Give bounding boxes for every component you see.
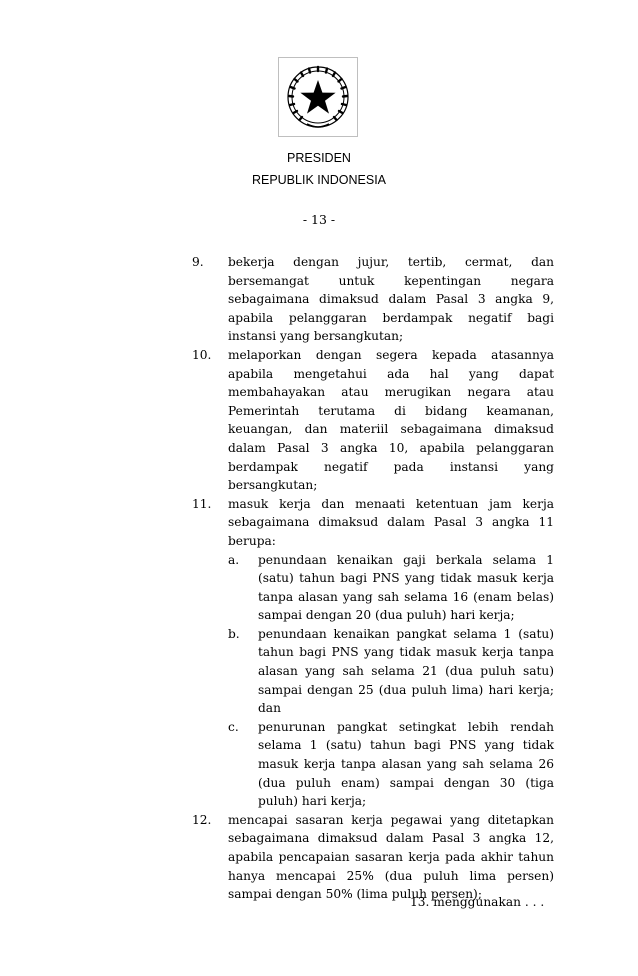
sub-item-letter: b. — [228, 626, 240, 641]
item-text: masuk kerja dan menaati ketentuan jam kerja sebagaimana dimaksud dalam Pasal 3 angka 11 berupa: — [228, 496, 554, 548]
sub-list — [228, 551, 554, 811]
page-number: - 13 - — [302, 212, 336, 227]
item-number: 10. — [192, 347, 212, 362]
item-text: melaporkan dengan segera kepada atasannya apabila mengetahui ada hal yang dapat membahayakan atau merugikan negara atau Pemerintah terutama di bidang keamanan, keuangan, dan materiil sebagaimana dimaksud dalam Pasal 3 angka 10, apabila pelanggaran berdampak negatif pada instansi yang bersangkutan; — [228, 347, 554, 493]
sub-item-text: penundaan kenaikan pangkat selama 1 (satu) tahun bagi PNS yang tidak masuk kerja tanpa alasan yang sah selama 21 (dua puluh satu) sampai dengan 25 (dua puluh lima) hari kerja; dan — [258, 626, 554, 716]
garuda-emblem-icon — [278, 57, 358, 137]
item-number: 11. — [192, 496, 212, 511]
catchword: 13. menggunakan . . . — [410, 895, 545, 909]
sub-item-text: penundaan kenaikan gaji berkala selama 1 (satu) tahun bagi PNS yang tidak masuk kerja tanpa alasan yang sah selama 16 (enam belas) sampai dengan 20 (dua puluh) hari kerja; — [258, 552, 554, 623]
item-number: 9. — [192, 255, 204, 269]
sub-item-b — [228, 625, 554, 718]
item-number: 12. — [192, 812, 212, 827]
letterhead-subtitle: REPUBLIK INDONESIA — [251, 173, 387, 187]
sub-item-letter: a. — [228, 552, 240, 567]
list-item-9 — [192, 253, 554, 346]
letterhead-title: PRESIDEN — [287, 151, 351, 165]
sub-item-letter: c. — [228, 719, 239, 734]
sub-item-a — [228, 551, 554, 625]
list-item-10 — [192, 346, 554, 495]
document-body — [192, 253, 554, 904]
item-text: mencapai sasaran kerja pegawai yang ditetapkan sebagaimana dimaksud dalam Pasal 3 angka 12, apabila pencapaian sasaran kerja pada akhir tahun hanya mencapai 25% (dua puluh lima persen) sampai dengan 50% (lima puluh persen); — [228, 812, 554, 902]
sub-item-c — [228, 718, 554, 811]
list-item-11 — [192, 495, 554, 811]
item-text: bekerja dengan jujur, tertib, cermat, dan bersemangat untuk kepentingan negara sebagaimana dimaksud dalam Pasal 3 angka 9, apabila pelanggaran berdampak negatif bagi instansi yang bersangkutan; — [228, 255, 554, 344]
list-item-12 — [192, 811, 554, 904]
sub-item-text: penurunan pangkat setingkat lebih rendah selama 1 (satu) tahun bagi PNS yang tidak masuk kerja tanpa alasan yang sah selama 26 (dua puluh enam) sampai dengan 30 (tiga puluh) hari kerja; — [258, 719, 554, 809]
